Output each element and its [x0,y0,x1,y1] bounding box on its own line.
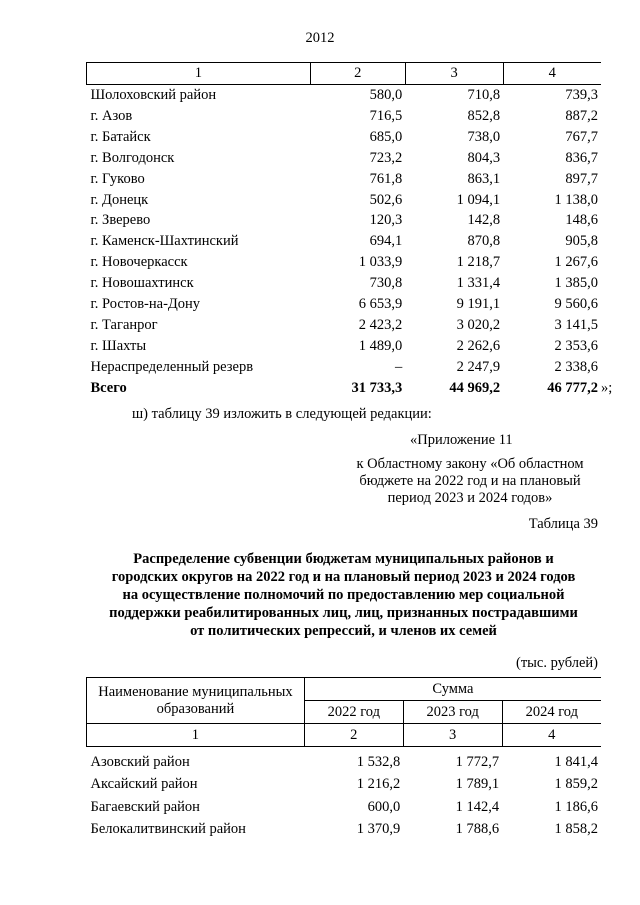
quote-close: »; [601,379,613,396]
column-number: 4 [502,724,601,747]
total-2024-cell [503,378,613,399]
value-2022: 580,0 [369,87,403,103]
value-2022: 1 033,9 [358,254,403,271]
value-2023: 3 020,2 [456,316,501,333]
name-column-header: Наименование муниципальных образований [87,678,305,724]
value-2022: 1 370,9 [356,820,401,837]
table-row [87,127,602,148]
municipality-name: г. Азов [90,107,133,124]
value-2022: 716,5 [369,107,403,124]
value-2022: 2 423,2 [358,316,403,333]
column-number: 1 [87,724,305,747]
value-2024: 767,7 [565,128,598,145]
municipality-name: г. Донецк [90,191,149,208]
value-2023: 852,8 [467,107,501,124]
continued-table [86,62,613,399]
value-2023: 1 772,7 [455,754,500,770]
value-2022: 600,0 [367,798,401,815]
table-row [87,169,602,190]
value-2024: 836,7 [565,149,598,166]
value-2022: 6 653,9 [358,296,403,313]
value-2024: 1 385,0 [554,275,598,292]
value-2023: 1 788,6 [455,820,500,837]
value-2024: 905,8 [565,233,598,250]
value-2024: 148,6 [565,212,598,229]
value-2022: 761,8 [369,170,403,187]
value-2023: 1 094,1 [456,191,501,208]
value-2023: 1 218,7 [456,254,501,271]
table-row [87,818,602,840]
municipality-name: г. Шахты [90,337,147,354]
municipality-name: Нераспределенный резерв [90,358,254,375]
column-number: 2 [310,63,405,85]
value-2022: 1 216,2 [356,776,401,793]
table-row [87,210,602,231]
value-2023: 9 191,1 [456,296,501,313]
table-row [87,773,602,795]
law-reference-line: бюджете на 2022 год и на плановый [359,473,581,489]
total-label: Всего [90,379,127,396]
value-2023: 710,8 [467,87,501,103]
municipality-name: г. Каменск-Шахтинский [90,233,239,250]
value-2024: 9 560,6 [554,296,598,313]
title-line: городских округов на 2022 год и на плановый период 2023 и 2024 годов [111,569,576,585]
table-row [87,315,602,336]
value-2022: 730,8 [369,275,403,292]
value-2024: 1 841,4 [554,754,598,770]
municipality-name: Аксайский район [90,776,198,793]
municipality-name: Багаевский район [90,798,200,815]
value-2022: 1 532,8 [356,754,401,770]
value-2024: 2 353,6 [554,337,598,354]
table-row [87,85,602,106]
municipality-name: г. Новочеркасск [90,254,188,271]
municipality-name: г. Ростов-на-Дону [90,296,201,313]
title-line: на осуществление полномочий по предоставлению мер социальной [122,587,565,603]
year-header: 2022 год [304,701,403,724]
column-number: 3 [403,724,502,747]
municipality-name: Шолоховский район [90,87,217,103]
value-2024: 1 186,6 [554,798,598,815]
value-2022: – [394,358,403,375]
table-row [87,148,602,169]
table-row [87,796,602,818]
law-reference [336,456,604,507]
table-row [87,357,602,378]
column-number: 3 [405,63,503,85]
value-2023: 2 247,9 [456,358,501,375]
value-2023: 1 142,4 [455,798,500,815]
total-2024: 46 777,2 [547,379,598,396]
table-row [87,190,602,211]
column-number: 1 [87,63,311,85]
value-2024: 3 141,5 [554,316,598,333]
value-2022: 723,2 [369,149,403,166]
units-label: (тыс. рублей) [516,655,598,671]
amendment-text: ш) таблицу 39 изложить в следующей редакции: [132,406,432,422]
municipality-name: Белокалитвинский район [90,820,246,837]
title-line: от политических репрессий, и членов их семей [190,623,497,639]
table-row [87,273,602,294]
table-row [87,252,602,273]
table-number: Таблица 39 [528,516,598,532]
page-number: 2012 [305,30,335,46]
total-row [87,378,602,399]
value-2022: 694,1 [369,233,403,250]
table-39 [86,677,601,840]
municipality-name: г. Батайск [90,128,151,145]
table-title [86,550,601,640]
value-2023: 142,8 [467,212,501,229]
value-2024: 739,3 [565,87,598,103]
value-2022: 502,6 [369,191,403,208]
value-2023: 738,0 [467,128,501,145]
value-2023: 863,1 [467,170,501,187]
table-row [87,231,602,252]
law-reference-line: к Областному закону «Об областном [356,456,584,472]
value-2022: 1 489,0 [358,337,403,354]
value-2024: 887,2 [565,107,598,124]
year-header: 2024 год [502,701,601,724]
value-2022: 685,0 [369,128,403,145]
municipality-name: Азовский район [90,754,190,770]
municipality-name: г. Зверево [90,212,151,229]
title-line: Распределение субвенции бюджетам муниципальных районов и [133,551,554,567]
column-number: 4 [503,63,601,85]
column-number: 2 [304,724,403,747]
total-2022: 31 733,3 [351,379,403,396]
table-row [87,294,602,315]
column-number-row [87,63,602,85]
value-2023: 1 789,1 [455,776,500,793]
title-line: поддержки реабилитированных лиц, лиц, признанных пострадавшими [109,605,578,621]
municipality-name: г. Новошахтинск [90,275,194,292]
value-2022: 120,3 [369,212,403,229]
value-2024: 1 859,2 [554,776,598,793]
value-2024: 897,7 [565,170,598,187]
table-row [87,106,602,127]
value-2024: 1 138,0 [554,191,598,208]
total-2023: 44 969,2 [449,379,501,396]
table-row [87,336,602,357]
value-2024: 1 858,2 [554,820,598,837]
value-2023: 2 262,6 [456,337,501,354]
appendix-label: «Приложение 11 [410,432,513,448]
value-2023: 804,3 [467,149,501,166]
table-row [87,747,602,774]
value-2024: 2 338,6 [554,358,598,375]
municipality-name: г. Гуково [90,170,145,187]
law-reference-line: период 2023 и 2024 годов» [387,490,553,506]
year-header: 2023 год [403,701,502,724]
value-2023: 870,8 [467,233,501,250]
sum-header: Сумма [304,678,601,701]
value-2024: 1 267,6 [554,254,598,271]
municipality-name: г. Таганрог [90,316,158,333]
value-2023: 1 331,4 [456,275,501,292]
municipality-name: г. Волгодонск [90,149,175,166]
